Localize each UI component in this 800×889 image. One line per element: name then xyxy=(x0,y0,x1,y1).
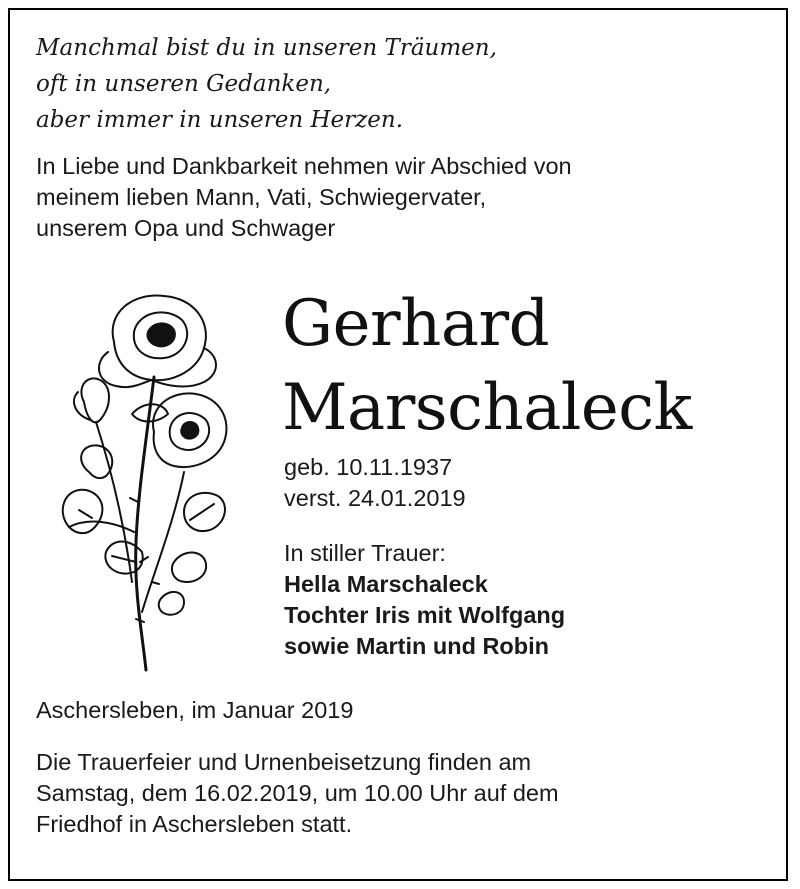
mourners-heading: In stiller Trauer: xyxy=(284,540,446,566)
death-date: verst. 24.01.2019 xyxy=(284,485,466,511)
poem-line: oft in unseren Gedanken, xyxy=(36,71,332,97)
intro-line: meinem lieben Mann, Vati, Schwiegervater, xyxy=(36,184,487,210)
poem xyxy=(36,30,497,138)
deceased-name xyxy=(282,282,692,450)
intro-line: In Liebe und Dankbarkeit nehmen wir Abschied von xyxy=(36,153,572,179)
service-line: Die Trauerfeier und Urnenbeisetzung finden am xyxy=(36,749,532,775)
mourner-name: Tochter Iris mit Wolfgang xyxy=(284,602,566,628)
mourners xyxy=(284,538,565,662)
birth-date: geb. 10.11.1937 xyxy=(284,454,453,480)
life-dates xyxy=(284,452,466,514)
poem-line: Manchmal bist du in unseren Träumen, xyxy=(36,35,497,61)
service-line: Samstag, dem 16.02.2019, um 10.00 Uhr auf dem xyxy=(36,780,559,806)
poem-line: aber immer in unseren Herzen. xyxy=(36,107,404,133)
deceased-first-name: Gerhard xyxy=(282,287,550,361)
place-date: Aschersleben, im Januar 2019 xyxy=(36,697,354,723)
deceased-last-name: Marschaleck xyxy=(282,371,692,445)
mourner-name: Hella Marschaleck xyxy=(284,571,488,597)
rose-illustration-icon xyxy=(34,282,244,677)
intro-line: unserem Opa und Schwager xyxy=(36,215,336,241)
mourner-name: sowie Martin und Robin xyxy=(284,633,550,659)
service-line: Friedhof in Aschersleben statt. xyxy=(36,811,353,837)
service-info xyxy=(36,747,559,840)
intro-text xyxy=(36,151,572,244)
